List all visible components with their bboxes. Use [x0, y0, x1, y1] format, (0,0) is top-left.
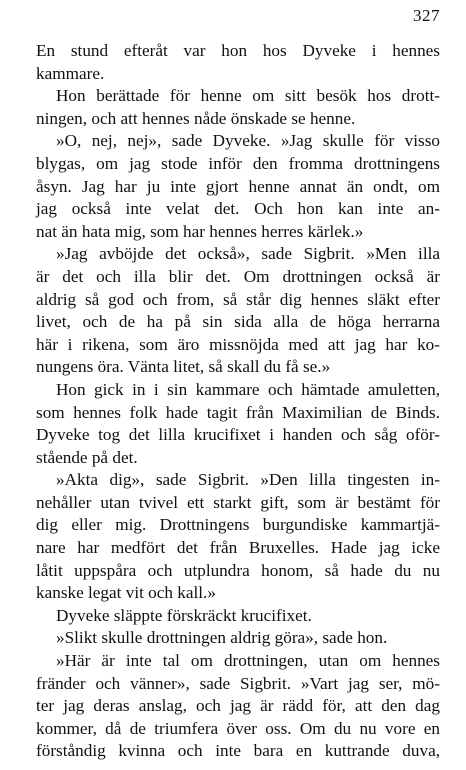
- text-line: Hon berättade för henne om sitt besök hos drott-: [56, 86, 440, 106]
- text-line: Dyveke tog det lilla krucifixet i handen och såg oför-: [36, 425, 440, 445]
- text-line: nungens öra. Vänta litet, så skall du få se.»: [36, 357, 331, 377]
- text-line: »Akta dig», sade Sigbrit. »Den lilla tingesten in-: [56, 470, 440, 490]
- text-line: blygas, om jag stode inför den fromma drottningens: [36, 153, 440, 173]
- text-line: »Slikt skulle drottningen aldrig göra», sade hon.: [56, 628, 388, 648]
- text-line: förståndig kvinna och inte bara en kuttrande duva,: [36, 741, 440, 761]
- page-number: 327: [413, 6, 440, 25]
- text-line: låtit uppspåra och utplundra honom, så hade du nu: [36, 560, 440, 580]
- text-line: stående på det.: [36, 447, 138, 467]
- text-line: fränder och vänner», sade Sigbrit. »Vart jag ser, mö-: [36, 673, 440, 693]
- text-line: nehåller utan tvivel ett starkt gift, som är bestämt för: [36, 492, 440, 512]
- text-line: kanske legat vit och kall.»: [36, 583, 216, 603]
- text-line: är det och illa blir det. Om drottningen också är: [36, 266, 440, 286]
- text-line: »Här är inte tal om drottningen, utan om hennes: [56, 651, 440, 671]
- text-line: »Jag avböjde det också», sade Sigbrit. »Men illa: [56, 244, 440, 264]
- text-line: jag också inte velat det. Och hon kan inte an-: [36, 199, 440, 219]
- text-line: Dyveke släppte förskräckt krucifixet.: [56, 605, 312, 625]
- text-line: åsyn. Jag har ju inte gjort henne annat än ondt, om: [36, 176, 440, 196]
- text-line: kommer, då de triumfera över oss. Om du nu vore en: [36, 718, 440, 738]
- text-line: dig eller mig. Drottningens burgundiske kammartjä-: [36, 515, 440, 535]
- text-line: »O, nej, nej», sade Dyveke. »Jag skulle för visso: [56, 131, 440, 151]
- text-line: En stund efteråt var hon hos Dyveke i hennes: [36, 41, 440, 60]
- body-text: [36, 40, 440, 763]
- text-line: som hennes folk hade tagit från Maximilian de Binds.: [36, 402, 440, 422]
- text-line: ter jag deras anslag, och jag är rädd för, att den dag: [36, 696, 440, 716]
- text-line: Hon gick in i sin kammare och hämtade amuletten,: [56, 379, 440, 399]
- text-line: livet, och de ha på sin sida alla de höga herrarna: [36, 312, 440, 332]
- text-line: kammare.: [36, 63, 105, 83]
- text-line: här i rikena, som äro missnöjda med att jag har ko-: [36, 334, 440, 354]
- text-line: ningen, och att hennes nåde önskade se henne.: [36, 108, 356, 128]
- text-line: aldrig så god och from, så står dig hennes släkt efter: [36, 289, 440, 309]
- text-line: nat än hata mig, som har hennes herres kärlek.»: [36, 221, 364, 241]
- text-line: nare har medfört det från Bruxelles. Hade jag icke: [36, 538, 440, 558]
